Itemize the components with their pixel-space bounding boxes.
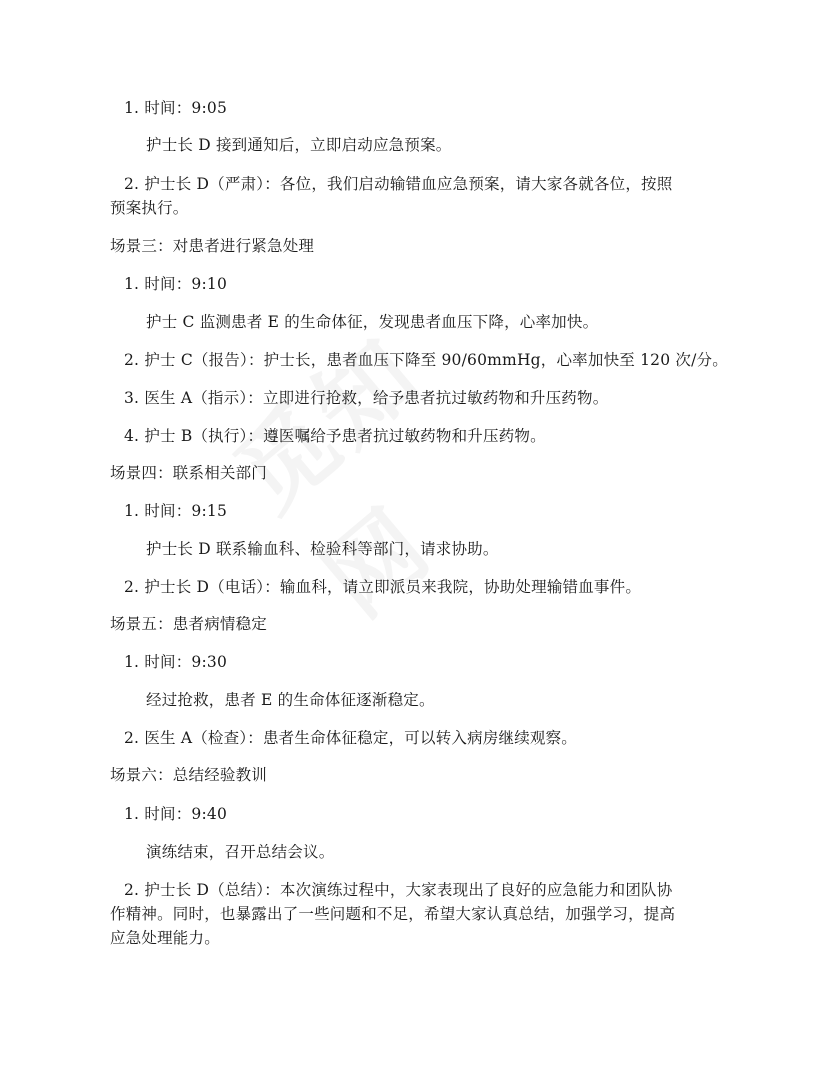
narration-line: 护士 C 监测患者 E 的生命体征，发现患者血压下降，心率加快。 (146, 313, 599, 331)
dialogue-line: 3. 医生 A（指示）：立即进行抢救，给予患者抗过敏药物和升压药物。 (124, 389, 609, 407)
scene-heading: 场景五：患者病情稳定 (110, 615, 268, 633)
time-line: 1. 时间：9:30 (124, 653, 228, 671)
scene-heading: 场景四：联系相关部门 (110, 464, 268, 482)
narration-line: 经过抢救，患者 E 的生命体征逐渐稳定。 (146, 691, 435, 709)
time-line: 1. 时间：9:05 (124, 99, 228, 117)
dialogue-line: 2. 护士长 D（总结）：本次演练过程中，大家表现出了良好的应急能力和团队协 (124, 881, 673, 899)
time-line: 1. 时间：9:10 (124, 275, 228, 293)
narration-line: 护士长 D 接到通知后，立即启动应急预案。 (146, 136, 452, 154)
time-line: 1. 时间：9:15 (124, 502, 228, 520)
dialogue-line-continued: 预案执行。 (110, 199, 189, 217)
time-line: 1. 时间：9:40 (124, 805, 228, 823)
dialogue-line: 2. 护士长 D（严肃）：各位，我们启动输错血应急预案，请大家各就各位，按照 (124, 175, 673, 193)
scene-heading: 场景六：总结经验教训 (110, 766, 268, 784)
narration-line: 演练结束，召开总结会议。 (146, 843, 335, 861)
dialogue-line: 2. 医生 A（检查）：患者生命体征稳定，可以转入病房继续观察。 (124, 729, 577, 747)
dialogue-line: 4. 护士 B（执行）：遵医嘱给予患者抗过敏药物和升压药物。 (124, 427, 546, 445)
narration-line: 护士长 D 联系输血科、检验科等部门，请求协助。 (146, 540, 499, 558)
dialogue-line-continued: 作精神。同时，也暴露出了一些问题和不足，希望大家认真总结，加强学习，提高 (110, 905, 676, 923)
dialogue-line: 2. 护士 C（报告）：护士长，患者血压下降至 90/60mmHg，心率加快至 120 次/分。 (124, 351, 728, 369)
scene-heading: 场景三：对患者进行紧急处理 (110, 237, 315, 255)
dialogue-line-continued: 应急处理能力。 (110, 929, 220, 947)
dialogue-line: 2. 护士长 D（电话）：输血科，请立即派员来我院，协助处理输错血事件。 (124, 578, 642, 596)
